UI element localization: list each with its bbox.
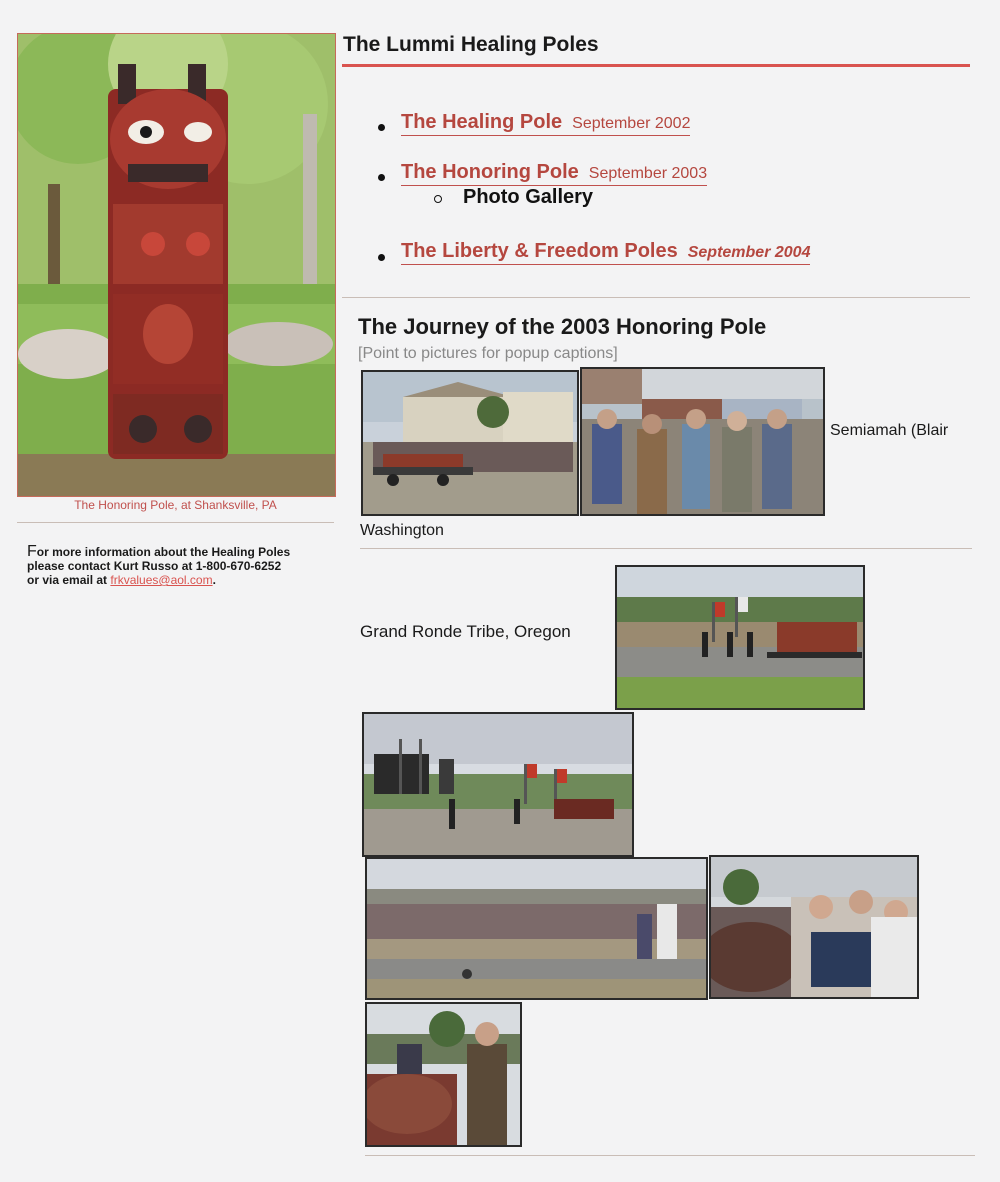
contact-line2: please contact Kurt Russo at [27, 559, 196, 573]
officer-photo[interactable] [365, 1002, 522, 1147]
email-link[interactable]: frkvalues@aol.com [110, 573, 213, 587]
contact-line3: or via email at [27, 573, 111, 587]
kids-photo[interactable] [709, 855, 919, 999]
page-title: The Lummi Healing Poles [343, 33, 599, 56]
section-divider-2 [360, 548, 972, 549]
link-honoring-pole-date: September 2003 [588, 165, 708, 182]
journey-title: The Journey of the 2003 Honoring Pole [358, 314, 767, 339]
caption-grand-ronde: Grand Ronde Tribe, Oregon [360, 622, 571, 641]
contact-phone: 1-800-670-6252 [195, 559, 282, 573]
honoring-pole-caption: The Honoring Pole, at Shanksville, PA [74, 498, 277, 512]
contact-initial: F [27, 543, 37, 560]
link-liberty-freedom[interactable] [401, 240, 810, 265]
photo-gallery-link[interactable]: Photo Gallery [463, 186, 594, 208]
contact-line1: or more information about the Healing Poles [36, 545, 291, 559]
title-rule [342, 64, 970, 67]
contact-end: . [212, 573, 216, 587]
section-divider-1 [342, 297, 970, 298]
caption-washington: Washington [360, 522, 444, 539]
section-divider-3 [365, 1155, 975, 1156]
honoring-pole-photo [17, 33, 336, 497]
caption-semiamah: Semiamah (Blair [830, 422, 949, 439]
memorial-photo[interactable] [362, 712, 634, 857]
journey-photo-1[interactable] [361, 370, 579, 516]
sidebar-divider [17, 522, 334, 523]
link-honoring-pole-label[interactable]: The Honoring Pole [401, 161, 579, 183]
contact-info [27, 545, 347, 587]
bullet-1 [378, 124, 385, 131]
link-honoring-pole[interactable] [401, 161, 707, 186]
journey-hint: [Point to pictures for popup captions] [358, 345, 618, 362]
link-liberty-freedom-date: September 2004 [687, 244, 811, 261]
link-healing-pole[interactable] [401, 111, 690, 136]
journey-photo-2[interactable] [580, 367, 825, 516]
bullet-3 [378, 254, 385, 261]
link-liberty-freedom-label[interactable]: The Liberty & Freedom Poles [401, 240, 678, 262]
link-healing-pole-label[interactable]: The Healing Pole [401, 111, 563, 133]
crowd-photo[interactable] [365, 857, 708, 1000]
grand-ronde-photo[interactable] [615, 565, 865, 710]
bullet-2 [378, 174, 385, 181]
sub-bullet [434, 195, 442, 203]
link-healing-pole-date: September 2002 [572, 115, 691, 132]
